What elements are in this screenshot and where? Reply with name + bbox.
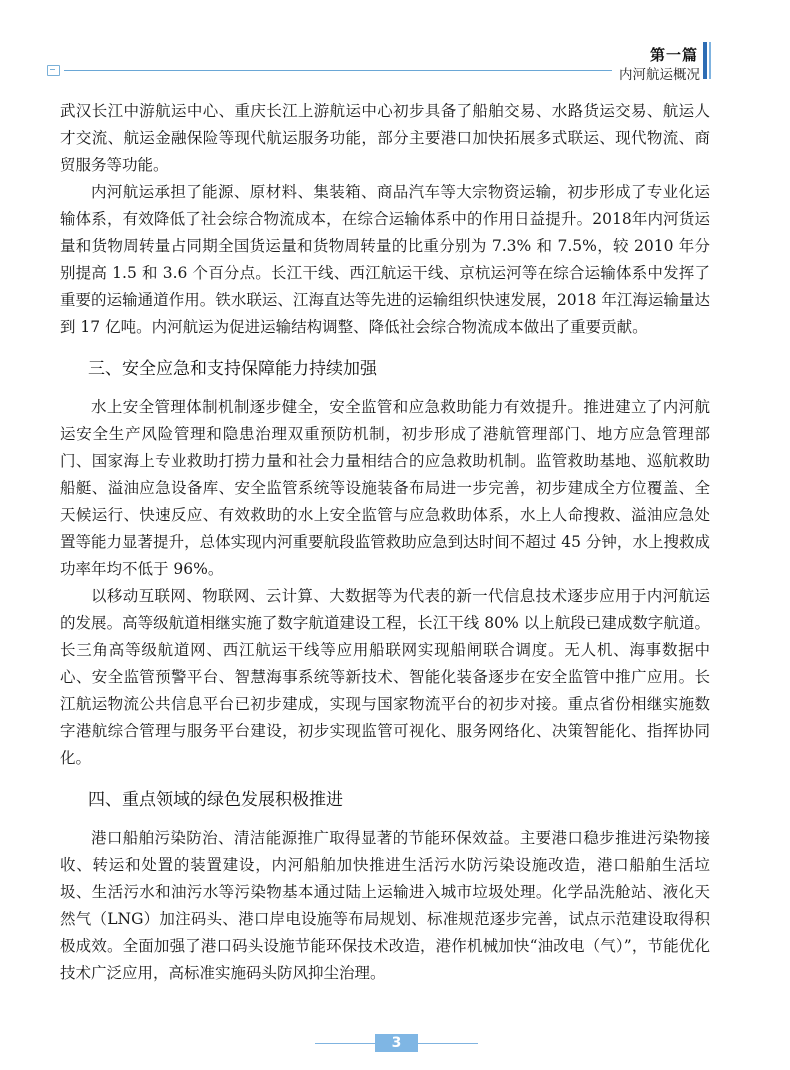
page-footer (0, 1024, 790, 1054)
footer-rule-right (418, 1043, 478, 1044)
page-body (60, 98, 710, 987)
header-accent-bar (703, 42, 707, 79)
footer-rule-left (315, 1043, 375, 1044)
page-number: 3 (375, 1034, 418, 1052)
header-accent-bar-light (709, 42, 711, 79)
paragraph-intro: 武汉长江中游航运中心、重庆长江上游航运中心初步具备了船舶交易、水路货运交易、航运人才交流、航运金融保险等现代航运服务功能，部分主要港口加快拓展多式联运、现代物流、商贸服务等功能。 (60, 102, 710, 174)
section-heading-4: 四、重点领域的绿色发展积极推进 (88, 790, 343, 810)
book-icon (47, 65, 60, 76)
section-heading-3: 三、安全应急和支持保障能力持续加强 (88, 359, 377, 379)
part-label: 第一篇 (649, 46, 698, 64)
paragraph-safety: 水上安全管理体制机制逐步健全，安全监管和应急救助能力有效提升。推进建立了内河航运安全生产风险管理和隐患治理双重预防机制，初步形成了港航管理部门、地方应急管理部门、国家海上专业救助打捞力量和社会力量相结合的应急救助机制。监管救助基地、巡航救助船艇、溢油应急设备库、安全监管系统等设施装备布局进一步完善，初步建成全方位覆盖、全天候运行、快速反应、有效救助的水上安全监管与应急救助体系，水上人命搜救、溢油应急处置等能力显著提升，总体实现内河重要航段监管救助应急到达时间不超过 45 分钟，水上搜救成功率年均不低于 96%。 (60, 398, 710, 578)
chapter-title: 内河航运概况 (619, 67, 700, 83)
paragraph-transport: 内河航运承担了能源、原材料、集装箱、商品汽车等大宗物资运输，初步形成了专业化运输体系，有效降低了社会综合物流成本，在综合运输体系中的作用日益提升。2018年内河货运量和货物周转量占同期全国货运量和货物周转量的比重分别为 7.3% 和 7.5%，较 2010 年分别提高 1.5 和 3.6 个百分点。长江干线、西江航运干线、京杭运河等在综合运输体系中发挥了重要的运输通道作用。铁水联运、江海直达等先进的运输组织快速发展，2018 年江海运输量达到 17 亿吨。内河航运为促进运输结构调整、降低社会综合物流成本做出了重要贡献。 (60, 183, 710, 336)
paragraph-green: 港口船舶污染防治、清洁能源推广取得显著的节能环保效益。主要港口稳步推进污染物接收、转运和处置的装置建设，内河船舶加快推进生活污水防污染设施改造，港口船舶生活垃圾、生活污水和油污水等污染物基本通过陆上运输进入城市垃圾处理。化学品洗舱站、液化天然气（LNG）加注码头、港口岸电设施等布局规划、标准规范逐步完善，试点示范建设取得积极成效。全面加强了港口码头设施节能环保技术改造，港作机械加快“油改电（气）”，节能优化技术广泛应用，高标准实施码头防风抑尘治理。 (60, 829, 710, 982)
page-header (0, 0, 790, 90)
paragraph-it: 以移动互联网、物联网、云计算、大数据等为代表的新一代信息技术逐步应用于内河航运的发展。高等级航道相继实施了数字航道建设工程，长江干线 80% 以上航段已建成数字航道。长三角高等级航道网、西江航运干线等应用船联网实现船闸联合调度。无人机、海事数据中心、安全监管预警平台、智慧海事系统等新技术、智能化装备逐步在安全监管中推广应用。长江航运物流公共信息平台已初步建成，实现与国家物流平台的初步对接。重点省份相继实施数字港航综合管理与服务平台建设，初步实现监管可视化、服务网络化、决策智能化、指挥协同化。 (60, 587, 710, 767)
header-rule (64, 70, 612, 71)
